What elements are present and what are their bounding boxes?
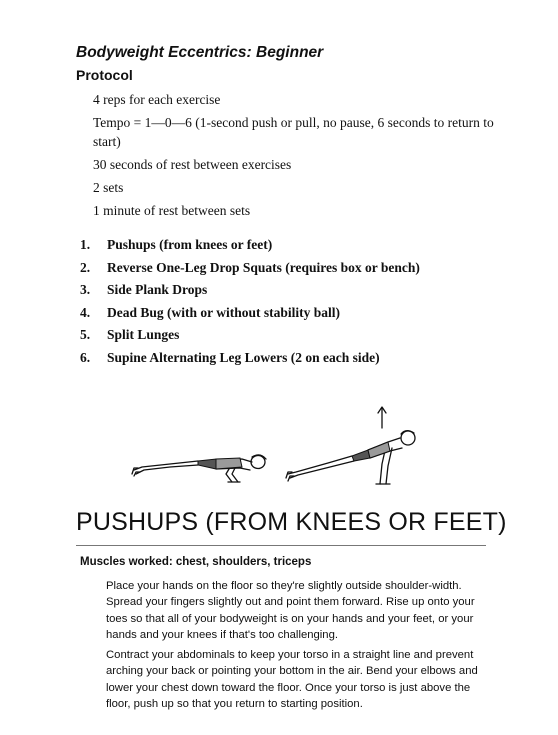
- protocol-item: 30 seconds of rest between exercises: [93, 157, 292, 172]
- exercise-list: [80, 234, 420, 370]
- instruction-paragraph: Contract your abdominals to keep your torso in a straight line and prevent arching your back or pointing your bottom in the air. Bend your elbows and lower your chest down toward the floor. Once your torso is just above the floor, push up so that you return to starting position.: [106, 649, 478, 711]
- instructions: [106, 578, 491, 716]
- exercise-number: 5.: [80, 327, 91, 343]
- section-divider: [76, 545, 486, 546]
- exercise-name: Dead Bug (with or without stability ball): [107, 304, 341, 320]
- pushup-top-figure: [286, 407, 415, 484]
- exercise-number: 2.: [80, 259, 91, 275]
- exercise-name: Split Lunges: [107, 327, 180, 343]
- exercise-item: [80, 279, 420, 302]
- clothing-shapes: [198, 442, 390, 469]
- exercise-number: 6.: [80, 349, 91, 365]
- exercise-item: [80, 347, 420, 370]
- protocol-item: 4 reps for each exercise: [93, 92, 221, 107]
- exercise-number: 3.: [80, 282, 91, 298]
- protocol-heading: Protocol: [76, 67, 133, 83]
- section-title: PUSHUPS (FROM KNEES OR FEET): [76, 508, 507, 536]
- exercise-item: [80, 302, 420, 325]
- exercise-name: Pushups (from knees or feet): [107, 237, 273, 252]
- protocol-item: 1 minute of rest between sets: [93, 203, 251, 218]
- instruction-paragraph: Place your hands on the floor so they're slightly outside shoulder-width. Spread your fingers slightly out and point them forward. Rise up onto your toes so that all of your bodyweight is on your hands and your feet, or your hands and your knees if that's too challenging.: [106, 580, 475, 641]
- exercise-number: 4.: [80, 304, 91, 320]
- workout-title: Bodyweight Eccentrics: Beginner: [76, 44, 324, 61]
- protocol-item: Tempo = 1—0—6 (1-second push or pull, no pause, 6 seconds to return to start): [93, 115, 494, 149]
- protocol-item: 2 sets: [93, 180, 124, 195]
- exercise-item: [80, 257, 420, 280]
- exercise-item: [80, 324, 420, 347]
- exercise-item: [80, 234, 420, 257]
- protocol-list: [93, 90, 503, 224]
- exercise-name: Side Plank Drops: [107, 282, 208, 298]
- exercise-name: Reverse One-Leg Drop Squats (requires box or bench): [107, 259, 420, 275]
- pushup-illustration: [120, 404, 440, 492]
- pushup-lowered-figure: [132, 455, 266, 482]
- exercise-number: 1.: [80, 237, 91, 252]
- up-arrow-icon: [378, 407, 386, 428]
- exercise-name: Supine Alternating Leg Lowers (2 on each side): [107, 349, 380, 365]
- muscles-worked: Muscles worked: chest, shoulders, triceps: [80, 556, 312, 568]
